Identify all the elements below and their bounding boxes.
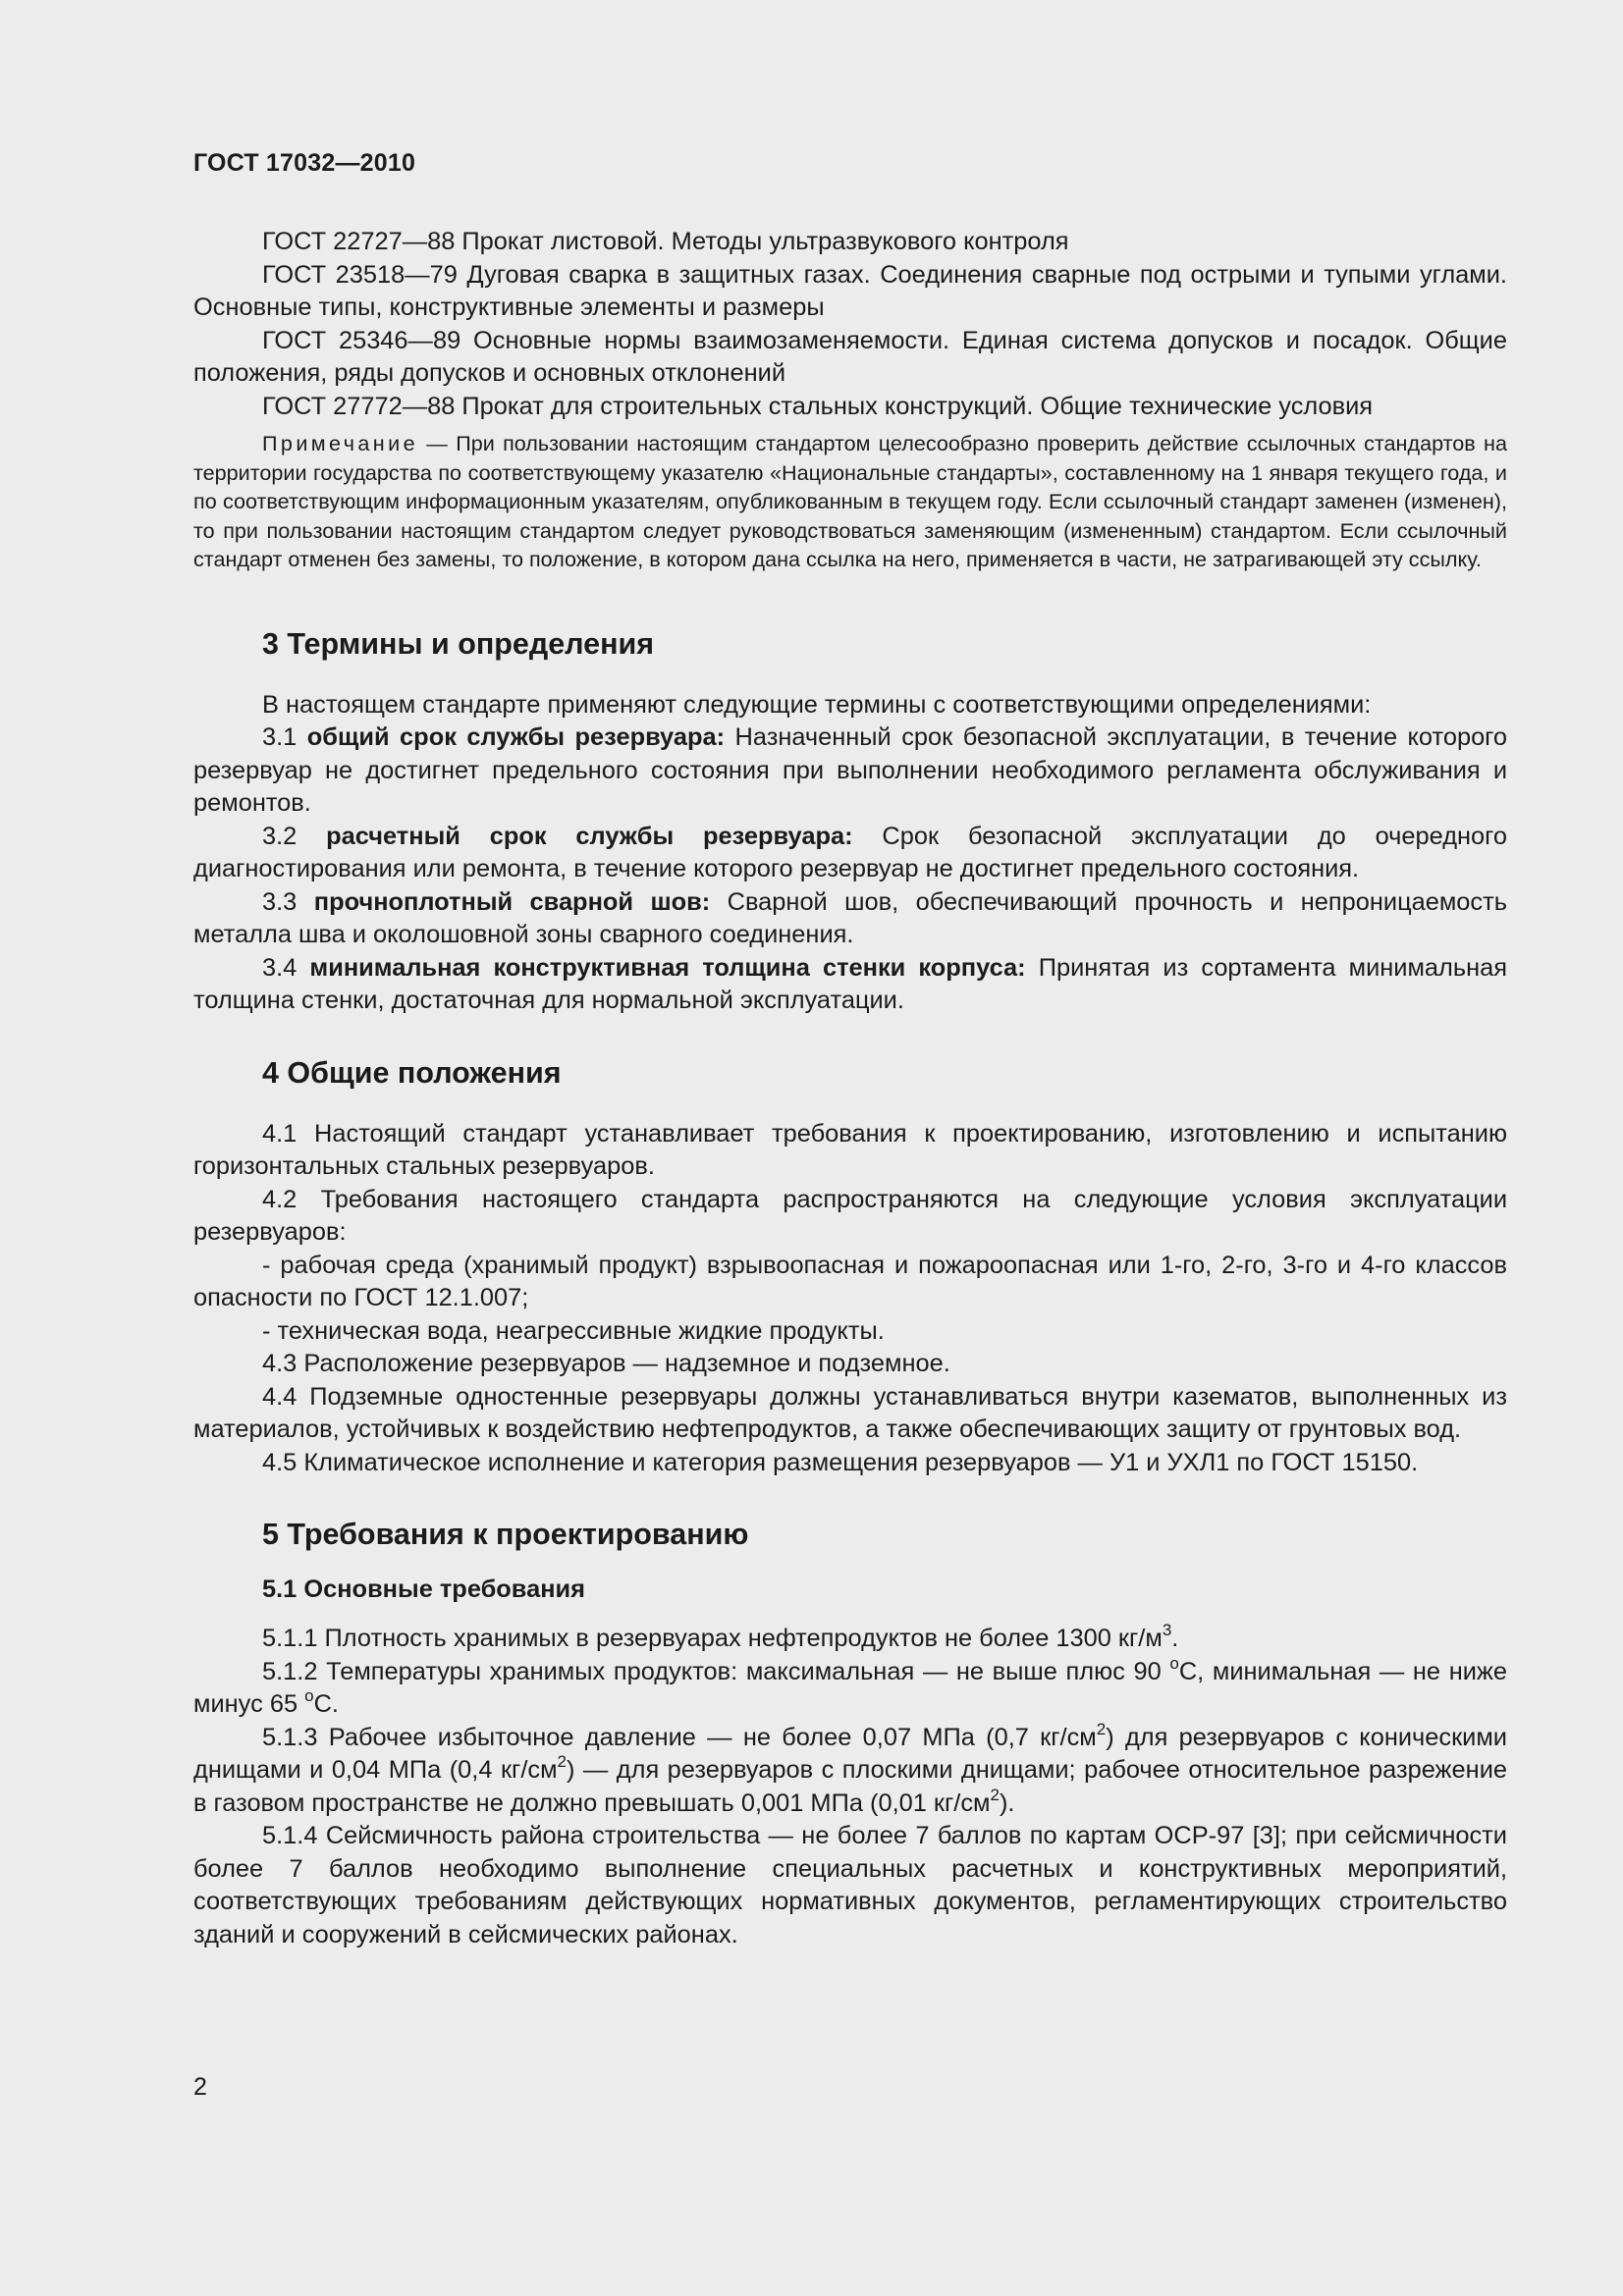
paragraph-4-5: 4.5 Климатическое исполнение и категория размещения резервуаров — У1 и УХЛ1 по ГОСТ 15150. (262, 1448, 1419, 1476)
term-number: 3.2 (262, 822, 298, 850)
paragraph-4-4: 4.4 Подземные одностенные резервуары должны устанавливаться внутри казематов, выполненных из материалов, устойчивых к воздействию нефтепродуктов, а также обеспечивающих защиту от грунтовых вод. (193, 1382, 1507, 1443)
term-name: общий срок службы резервуара: (306, 723, 726, 751)
page-number: 2 (193, 2073, 207, 2101)
term-number: 3.1 (262, 723, 298, 751)
term-definition (193, 886, 1507, 952)
note-label: Примечание (262, 431, 418, 455)
reference-item: ГОСТ 22727—88 Прокат листовой. Методы ультразвукового контроля (262, 228, 1069, 255)
term-text: Назначенный срок безопасной эксплуатации, в течение которого резервуар не достигнет предельного состояния при выполнении необходимого регламента обслуживания и ремонтов. (193, 723, 1508, 817)
paragraph-4-3: 4.3 Расположение резервуаров — надземное и подземное. (262, 1350, 950, 1377)
term-definition (193, 821, 1507, 886)
section-3-intro: В настоящем стандарте применяют следующие термины с соответствующими определениями: (262, 690, 1372, 719)
paragraph-5-1-3: 5.1.3 Рабочее избыточное давление — не более 0,07 МПа (0,7 $кг/см^2$) для резервуаров с коническими днищами и 0,04 МПа (0,4 $кг/см^2$) — для резервуаров с плоскими днищами; рабочее относительное разрежение в газовом пространстве не должно превышать 0,001 МПа (0,01 $кг/см^2$). (193, 1719, 1507, 1817)
page-content (193, 226, 1507, 1951)
paragraph-5-1-1: 5.1.1 Плотность хранимых в резервуарах нефтепродуктов не более 1300 $кг/м^3$. (262, 1621, 1179, 1652)
section-4-heading: 4 Общие положения (262, 1055, 562, 1090)
term-text: Сварной шов, обеспечивающий прочность и непроницаемость металла шва и околошовной зоны сварного соединения. (193, 887, 1507, 948)
term-name: расчетный срок службы резервуара: (326, 822, 853, 850)
document-header: ГОСТ 17032—2010 (193, 149, 416, 177)
reference-item: ГОСТ 23518—79 Дуговая сварка в защитных газах. Соединения сварные под острыми и тупыми углами. Основные типы, конструктивные элементы и размеры (193, 260, 1507, 321)
term-definition (193, 721, 1507, 821)
term-text: Срок безопасной эксплуатации до очередного диагностирования или ремонта, в течение которого резервуар не достигнет предельного состояния. (193, 822, 1507, 882)
note-paragraph (193, 429, 1507, 574)
paragraph-5-1-2: 5.1.2 Температуры хранимых продуктов: максимальная — не выше плюс 90 $^о$С, минимальная — не ниже минус 65 $^о$С. (193, 1653, 1508, 1718)
note-text: — При пользовании настоящим стандартом целесообразно проверить действие ссылочных стандартов на территории государства по соответствующему указателю «Национальные стандарты», составленному на 1 января текущего года, и по соответствующим информационным указателям, опубликованным в текущем году. Если ссылочный стандарт заменен (изменен), то при пользовании настоящим стандартом следует руководствоваться заменяющим (измененным) стандартом. Если ссылочный стандарт отменен без замены, то положение, в котором дана ссылка на него, применяется в части, не затрагивающей эту ссылку. (193, 431, 1507, 571)
list-item: - рабочая среда (хранимый продукт) взрывоопасная и пожароопасная или 1-го, 2-го, 3-го и 4-го классов опасности по ГОСТ 12.1.007; (193, 1251, 1507, 1311)
term-number: 3.3 (262, 887, 298, 916)
reference-item: ГОСТ 27772—88 Прокат для строительных стальных конструкций. Общие технические условия (262, 392, 1374, 420)
paragraph-4-2: 4.2 Требования настоящего стандарта распространяются на следующие условия эксплуатации резервуаров: (193, 1185, 1507, 1246)
list-item: - техническая вода, неагрессивные жидкие продукты. (262, 1316, 885, 1345)
reference-item: ГОСТ 25346—89 Основные нормы взаимозаменяемости. Единая система допусков и посадок. Общие положения, ряды допусков и основных отклонений (193, 326, 1507, 387)
section-3-heading: 3 Термины и определения (262, 626, 655, 661)
term-name: прочноплотный сварной шов: (313, 887, 711, 916)
paragraph-4-1: 4.1 Настоящий стандарт устанавливает требования к проектированию, изготовлению и испытанию горизонтальных стальных резервуаров. (193, 1119, 1507, 1180)
term-name: минимальная конструктивная толщина стенки корпуса: (309, 953, 1026, 982)
term-definition (193, 952, 1507, 1018)
term-text: Принятая из сортамента минимальная толщина стенки, достаточная для нормальной эксплуатации. (193, 953, 1507, 1014)
term-number: 3.4 (262, 953, 298, 982)
section-5-heading: 5 Требования к проектированию (262, 1518, 749, 1551)
subsection-5-1-heading: 5.1 Основные требования (262, 1575, 585, 1603)
paragraph-5-1-4: 5.1.4 Сейсмичность района строительства — не более 7 баллов по картам ОСР-97 [3]; при сейсмичности более 7 баллов необходимо выполнение специальных расчетных и конструктивных мероприятий, соответствующих требованиям действующих нормативных документов, регламентирующих строительство зданий и сооружений в сейсмических районах. (193, 1822, 1507, 1949)
